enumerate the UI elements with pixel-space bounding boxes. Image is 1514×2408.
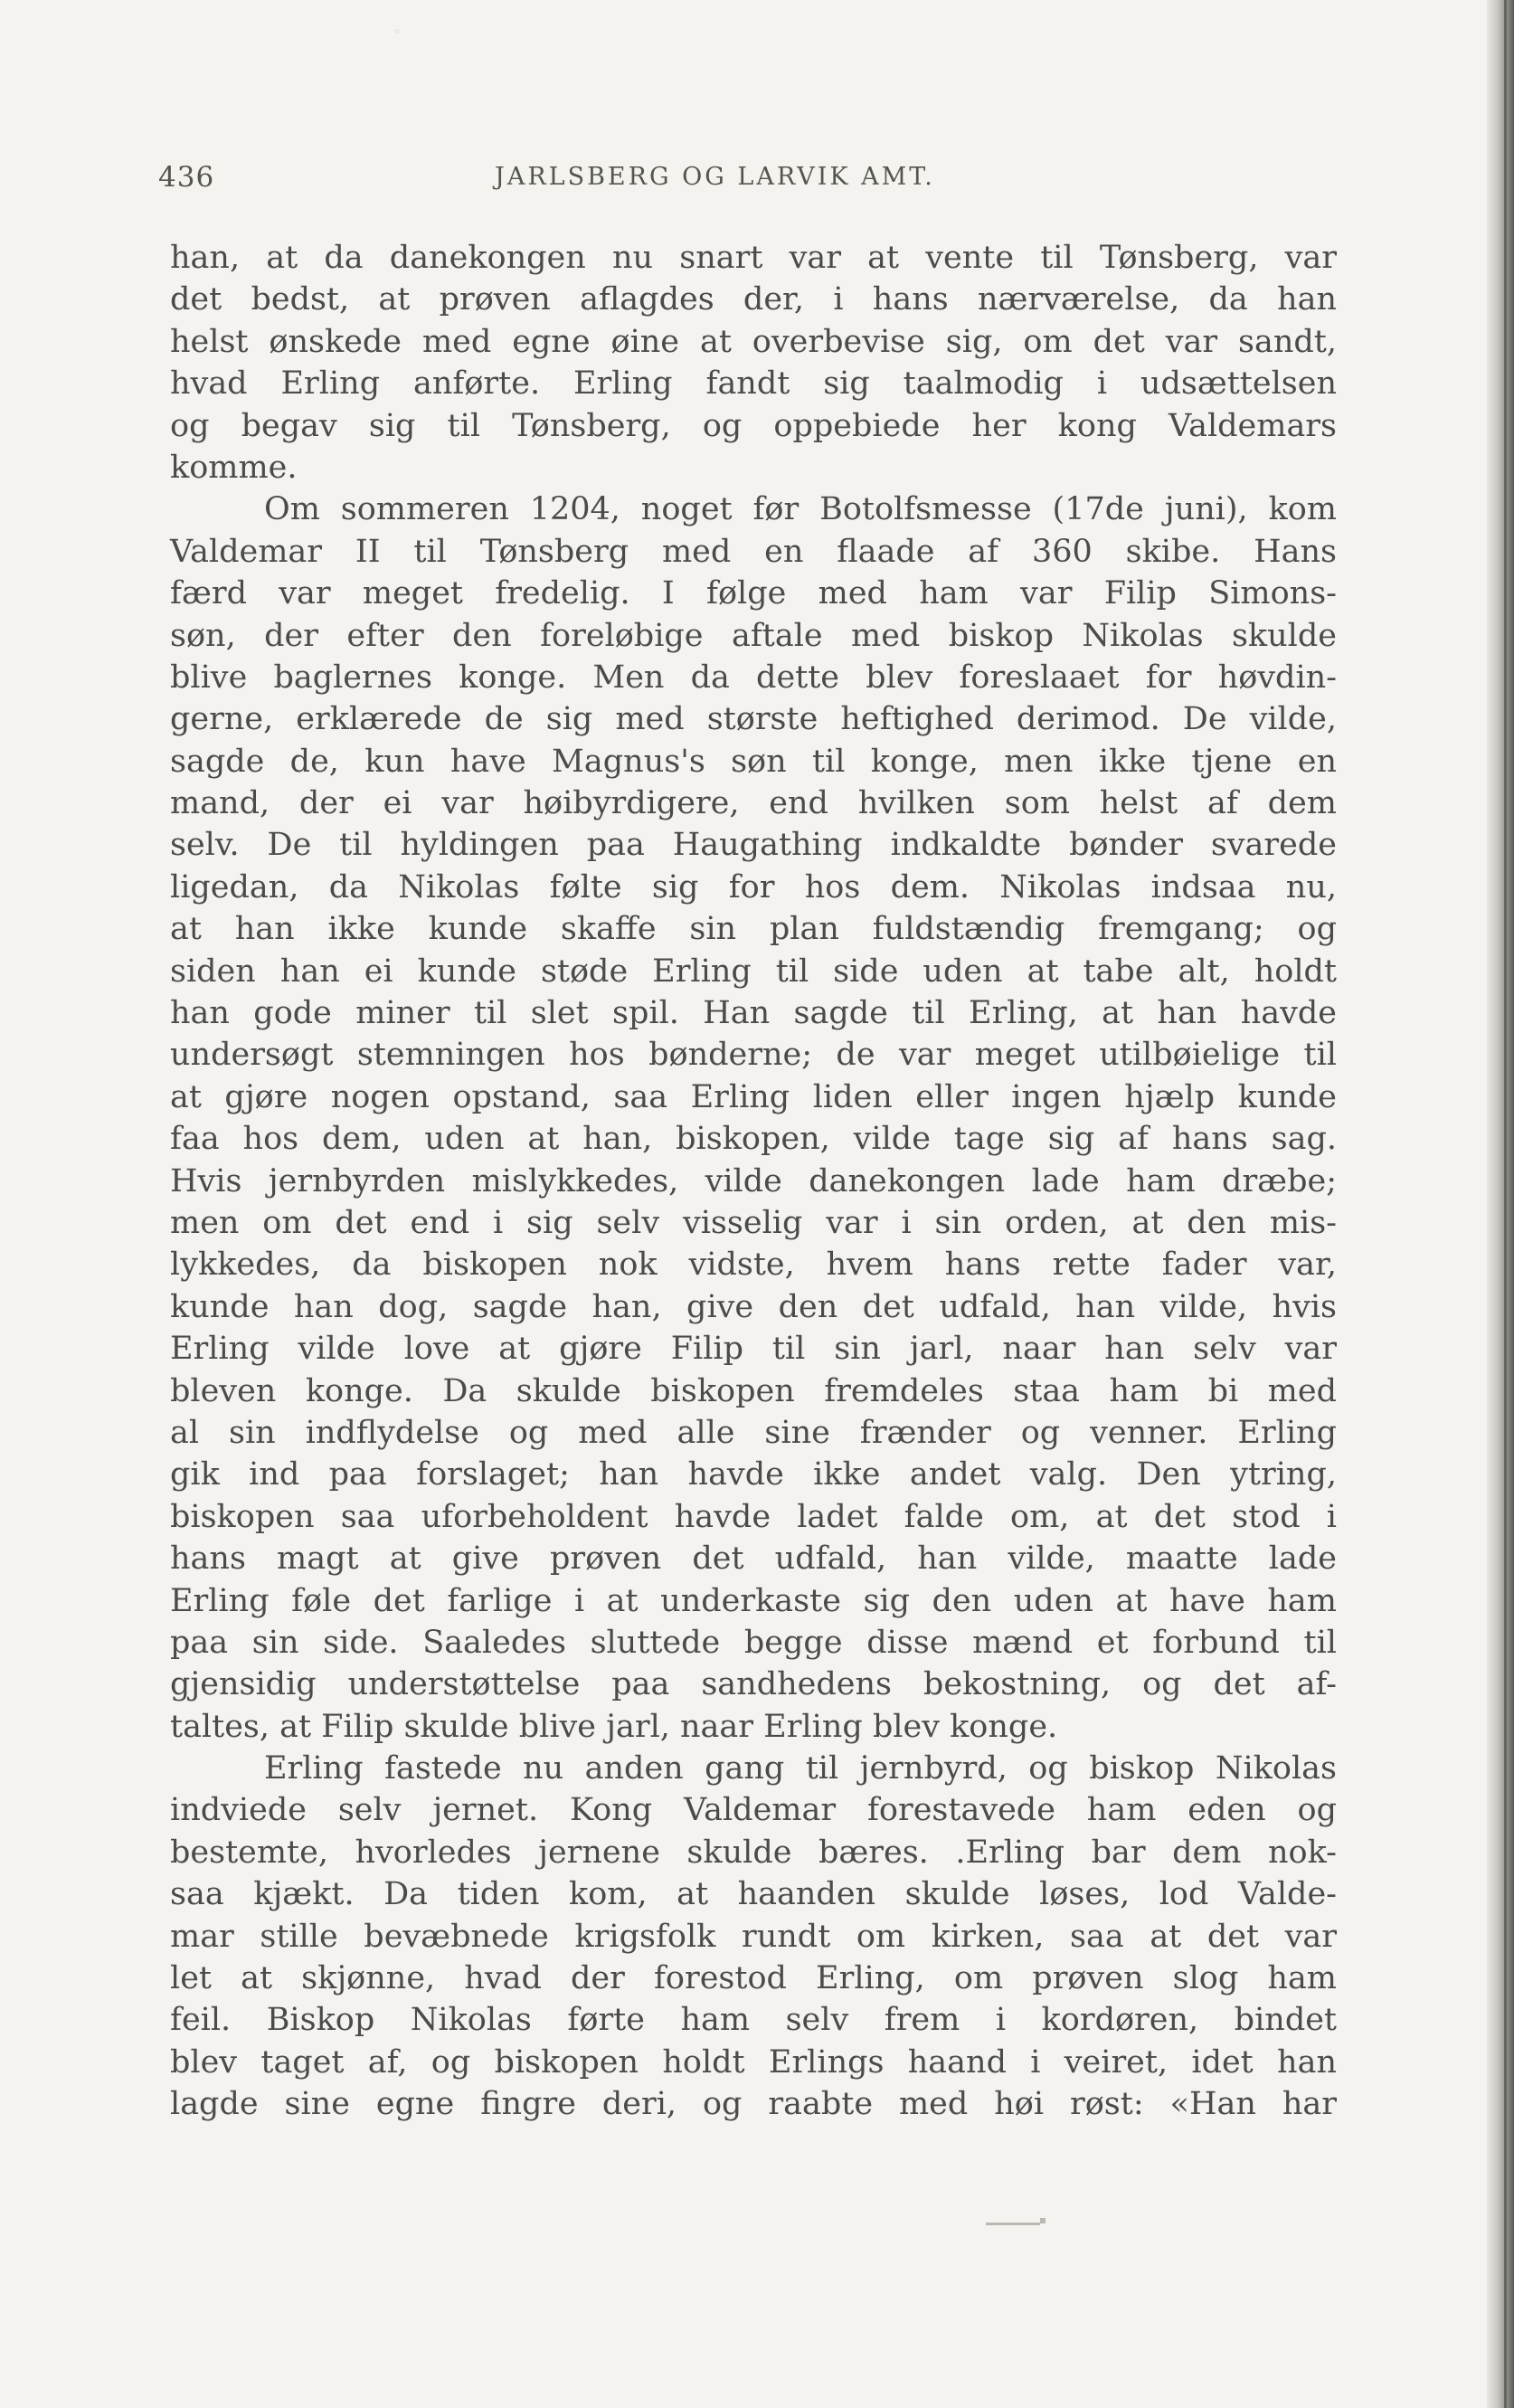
text-line: hans magt at give prøven det udfald, han vilde, maatte lade <box>170 1541 1337 1578</box>
text-line: Valdemar II til Tønsberg med en flaade af 360 skibe. Hans <box>170 533 1337 570</box>
text-line: indviede selv jernet. Kong Valdemar forestavede ham eden og <box>170 1792 1337 1829</box>
running-title: JARLSBERG OG LARVIK AMT. <box>495 163 935 191</box>
book-spine-shadow <box>1487 0 1514 2408</box>
paper-speck: ◦ <box>393 25 402 40</box>
text-line: Hvis jernbyrden mislykkedes, vilde danekongen lade ham dræbe; <box>170 1162 1337 1199</box>
text-line: feil. Biskop Nikolas førte ham selv frem i kordøren, bindet <box>170 2002 1337 2039</box>
text-line: Erling fastede nu anden gang til jernbyrd, og biskop Nikolas <box>264 1750 1337 1787</box>
text-line: søn, der efter den foreløbige aftale med biskop Nikolas skulde <box>170 617 1337 654</box>
text-line: Erling føle det farlige i at underkaste sig den uden at have ham <box>170 1582 1337 1619</box>
printer-mark-dot <box>1040 2218 1046 2223</box>
text-line: han gode miner til slet spil. Han sagde til Erling, at han havde <box>170 995 1337 1032</box>
text-line: paa sin side. Saaledes sluttede begge disse mænd et forbund til <box>170 1624 1337 1661</box>
page-header <box>158 161 1334 206</box>
text-line: saa kjækt. Da tiden kom, at haanden skulde løses, lod Valde- <box>170 1876 1337 1913</box>
text-line: sagde de, kun have Magnus's søn til konge, men ikke tjene en <box>170 743 1337 780</box>
page-number: 436 <box>158 161 215 194</box>
text-line: men om det end i sig selv visselig var i sin orden, at den mis- <box>170 1204 1337 1241</box>
text-line: lykkedes, da biskopen nok vidste, hvem hans rette fader var, <box>170 1247 1337 1284</box>
text-line: lagde sine egne fingre deri, og raabte med høi røst: «Han har <box>170 2086 1337 2123</box>
text-line: kunde han dog, sagde han, give den det udfald, han vilde, hvis <box>170 1288 1337 1325</box>
text-line: han, at da danekongen nu snart var at vente til Tønsberg, var <box>170 240 1337 276</box>
text-line: Om sommeren 1204, noget før Botolfsmesse (17de juni), kom <box>264 491 1337 528</box>
text-line: bleven konge. Da skulde biskopen fremdeles staa ham bi med <box>170 1372 1337 1409</box>
text-line: mand, der ei var høibyrdigere, end hvilken som helst af dem <box>170 785 1337 822</box>
text-line: al sin indflydelse og med alle sine frænder og venner. Erling <box>170 1414 1337 1451</box>
text-line: bestemte, hvorledes jernene skulde bæres. .Erling bar dem nok- <box>170 1834 1337 1871</box>
text-line: det bedst, at prøven aflagdes der, i hans nærværelse, da han <box>170 281 1337 318</box>
text-line: siden han ei kunde støde Erling til side uden at tabe alt, holdt <box>170 953 1337 990</box>
printer-mark <box>986 2223 1040 2225</box>
text-line: blev taget af, og biskopen holdt Erlings haand i veiret, idet han <box>170 2043 1337 2081</box>
text-line: gerne, erklærede de sig med største heftighed derimod. De vilde, <box>170 701 1337 738</box>
text-line: helst ønskede med egne øine at overbevise sig, om det var sandt, <box>170 323 1337 360</box>
text-line: at han ikke kunde skaffe sin plan fuldstændig fremgang; og <box>170 911 1337 948</box>
text-line: ligedan, da Nikolas følte sig for hos dem. Nikolas indsaa nu, <box>170 868 1337 905</box>
text-line: blive baglernes konge. Men da dette blev foreslaaet for høvdin- <box>170 659 1337 696</box>
body-text <box>170 237 1337 2126</box>
text-line: gjensidig understøttelse paa sandhedens bekostning, og det af- <box>170 1666 1337 1703</box>
text-line: let at skjønne, hvad der forestod Erling, om prøven slog ham <box>170 1960 1337 1997</box>
text-line: komme. <box>170 449 298 486</box>
text-line: undersøgt stemningen hos bønderne; de var meget utilbøielige til <box>170 1037 1337 1074</box>
text-line: færd var meget fredelig. I følge med ham var Filip Simons- <box>170 575 1337 612</box>
text-line: taltes, at Filip skulde blive jarl, naar Erling blev konge. <box>170 1708 1058 1745</box>
text-line: faa hos dem, uden at han, biskopen, vilde tage sig af hans sag. <box>170 1121 1337 1158</box>
book-spine-edge <box>1504 0 1507 2408</box>
text-line: mar stille bevæbnede krigsfolk rundt om kirken, saa at det var <box>170 1918 1337 1955</box>
text-line: gik ind paa forslaget; han havde ikke andet valg. Den ytring, <box>170 1456 1337 1493</box>
text-line: at gjøre nogen opstand, saa Erling liden eller ingen hjælp kunde <box>170 1078 1337 1115</box>
text-line: hvad Erling anførte. Erling fandt sig taalmodig i udsættelsen <box>170 365 1337 403</box>
text-line: biskopen saa uforbeholdent havde ladet falde om, at det stod i <box>170 1498 1337 1535</box>
text-line: selv. De til hyldingen paa Haugathing indkaldte bønder svarede <box>170 827 1337 864</box>
text-line: Erling vilde love at gjøre Filip til sin jarl, naar han selv var <box>170 1331 1337 1368</box>
text-line: og begav sig til Tønsberg, og oppebiede her kong Valdemars <box>170 407 1337 444</box>
